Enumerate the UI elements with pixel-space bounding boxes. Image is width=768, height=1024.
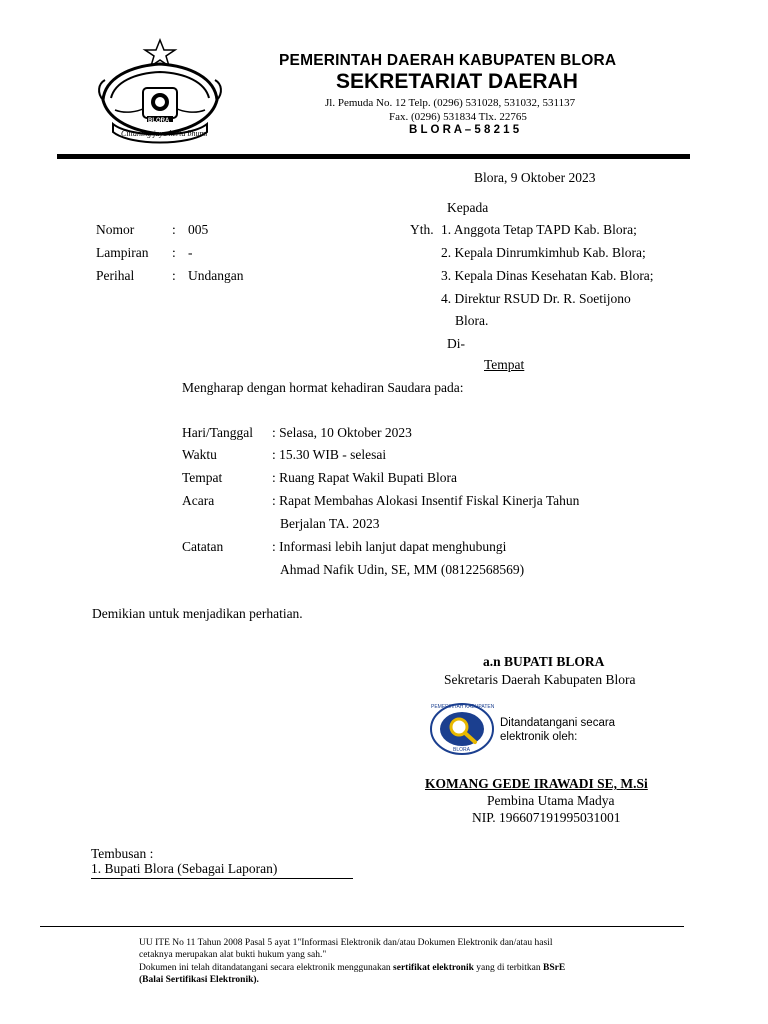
recipient-item-continued: Blora.	[455, 313, 489, 328]
nomor-label: Nomor	[96, 222, 135, 237]
esign-text: elektronik oleh:	[500, 731, 578, 743]
header-government: PEMERINTAH DAERAH KABUPATEN BLORA	[279, 52, 617, 69]
signatory-name: KOMANG GEDE IRAWADI SE, M.Si	[425, 776, 648, 791]
event-label: Hari/Tanggal	[182, 425, 254, 440]
recipient-item: 3. Kepala Dinas Kesehatan Kab. Blora;	[441, 268, 654, 283]
signature-title: Sekretaris Daerah Kabupaten Blora	[444, 672, 636, 687]
recipient-tempat: Tempat	[484, 357, 525, 372]
footer-esign-text: yang di terbitkan	[473, 963, 544, 973]
event-label: Catatan	[182, 539, 224, 554]
event-value: : Ruang Rapat Wakil Bupati Blora	[272, 470, 458, 485]
lampiran-colon: :	[172, 245, 176, 260]
seal-bottom-text: BLORA	[453, 747, 470, 753]
event-label: Waktu	[182, 447, 217, 462]
tembusan-underline	[91, 878, 353, 879]
recipient-item: 4. Direktur RSUD Dr. R. Soetijono	[441, 291, 631, 306]
recipient-kepada: Kepada	[447, 200, 489, 215]
nomor-colon: :	[172, 222, 176, 237]
footer-divider	[40, 926, 684, 927]
esign-seal-icon	[429, 702, 495, 756]
letter-date: Blora, 9 Oktober 2023	[474, 170, 596, 185]
footer-bsre: (Balai Sertifikasi Elektronik).	[139, 975, 259, 985]
footer-esign-bold: BSrE	[543, 963, 566, 973]
footer-legal: cetaknya merupakan alat bukti hukum yang sah."	[139, 950, 327, 960]
government-logo	[95, 38, 225, 148]
perihal-label: Perihal	[96, 268, 135, 283]
recipient-yth: Yth.	[410, 222, 434, 237]
footer-esign-bold: sertifikat elektronik	[393, 963, 474, 973]
event-value: : Informasi lebih lanjut dapat menghubungi	[272, 539, 507, 554]
esign-text: Ditandatangani secara	[500, 717, 616, 729]
signature-an: a.n BUPATI BLORA	[483, 654, 605, 669]
footer-esign-note	[139, 963, 565, 973]
header-divider	[57, 154, 690, 159]
perihal-colon: :	[172, 268, 176, 283]
header-secretariat: SEKRETARIAT DAERAH	[336, 70, 578, 93]
event-value: : Selasa, 10 Oktober 2023	[272, 425, 412, 440]
seal-top-text: PEMERINTAH KABUPATEN	[431, 704, 495, 710]
event-value: : Rapat Membahas Alokasi Insentif Fiskal Kinerja Tahun	[272, 493, 580, 508]
signatory-rank: Pembina Utama Madya	[487, 793, 615, 808]
header-address: Jl. Pemuda No. 12 Telp. (0296) 531028, 531032, 531137	[325, 97, 576, 109]
event-value-continued: Ahmad Nafik Udin, SE, MM (08122568569)	[280, 562, 525, 577]
event-value: : 15.30 WIB - selesai	[272, 447, 387, 462]
footer-esign-text: Dokumen ini telah ditandatangani secara elektronik menggunakan	[139, 963, 394, 973]
recipient-di: Di-	[447, 336, 465, 351]
signatory-nip: NIP. 196607191995031001	[472, 810, 621, 825]
event-label: Acara	[182, 493, 215, 508]
footer-legal: UU ITE No 11 Tahun 2008 Pasal 5 ayat 1"Informasi Elektronik dan/atau Dokumen Elektronik dan/atau hasil	[139, 938, 553, 948]
tembusan-item: 1. Bupati Blora (Sebagai Laporan)	[91, 861, 278, 876]
nomor-value: 005	[188, 222, 209, 237]
header-fax: Fax. (0296) 531834 Tlx. 22765	[389, 111, 527, 123]
lampiran-value: -	[188, 245, 193, 260]
event-label: Tempat	[182, 470, 223, 485]
header-city: B L O R A – 5 8 2 1 5	[409, 124, 520, 136]
perihal-value: Undangan	[188, 268, 244, 283]
logo-name: BLORA	[148, 118, 170, 124]
logo-motto: Cittaning jaya kerta bhumi	[121, 129, 208, 138]
body-intro: Mengharap dengan hormat kehadiran Saudara pada:	[182, 380, 464, 395]
tembusan-label: Tembusan :	[91, 846, 154, 861]
recipient-item: 1. Anggota Tetap TAPD Kab. Blora;	[441, 222, 637, 237]
event-value-continued: Berjalan TA. 2023	[280, 516, 380, 531]
lampiran-label: Lampiran	[96, 245, 149, 260]
body-closing: Demikian untuk menjadikan perhatian.	[92, 606, 303, 621]
recipient-item: 2. Kepala Dinrumkimhub Kab. Blora;	[441, 245, 646, 260]
